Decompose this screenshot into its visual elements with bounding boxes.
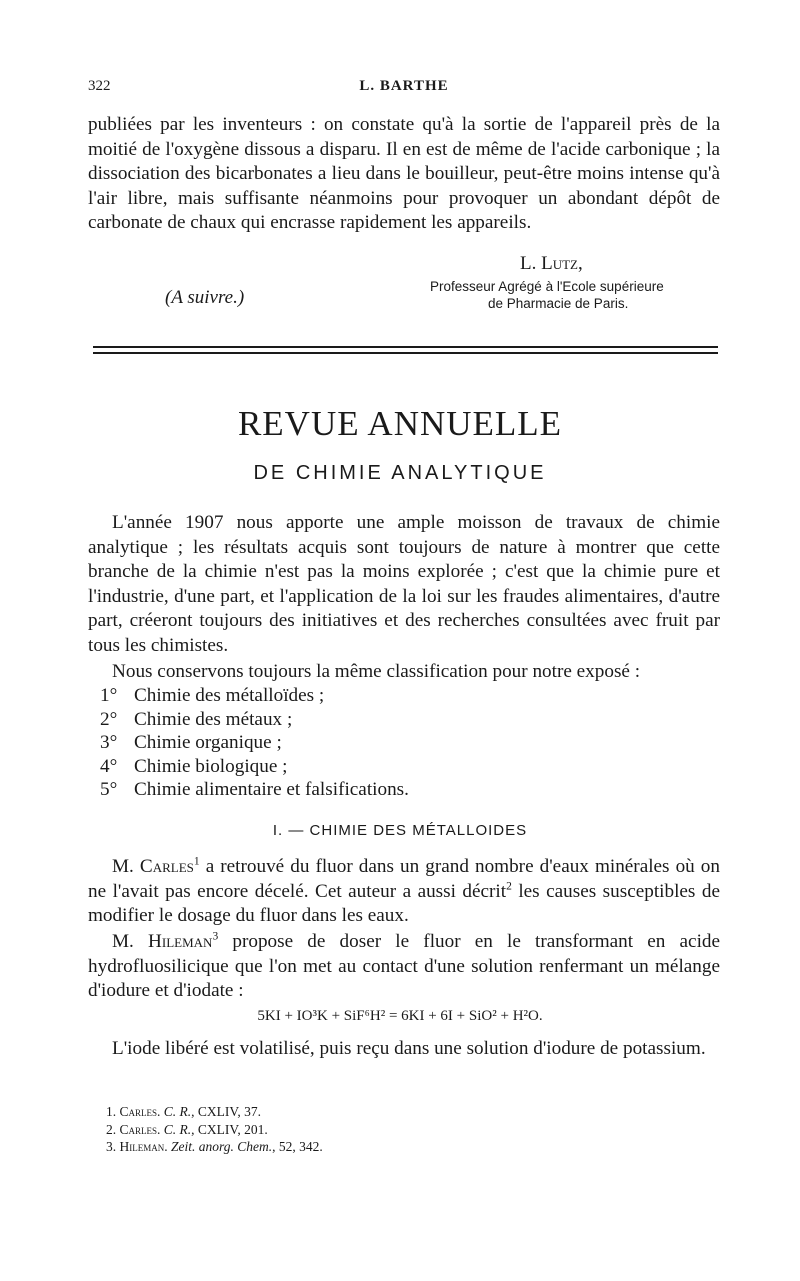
iodine-paragraph: L'iode libéré est volatilisé, puis reçu dans une solution d'iodure de potassium. xyxy=(112,1038,706,1059)
page-header xyxy=(88,78,720,100)
list-item: 2° Chimie des métaux ; xyxy=(100,708,293,730)
article-title: REVUE ANNUELLE xyxy=(237,404,563,443)
classification-list xyxy=(100,684,409,802)
article-subtitle: DE CHIMIE ANALYTIQUE xyxy=(253,462,547,484)
footnotes xyxy=(106,1103,323,1156)
footnote-ref: 1 xyxy=(193,855,200,868)
classification-paragraph: Nous conservons toujours la même classification pour notre exposé : xyxy=(112,661,641,682)
author-initial: L. xyxy=(520,253,542,274)
section-divider-bottom xyxy=(93,352,718,354)
to-be-continued: (A suivre.) xyxy=(165,287,245,308)
hileman-paragraph: M. Hileman$^3$ propose de doser le fluor en le transformant en acide hydrofluosilicique que l'on met au contact d'une solution renfermant un mélange d'iodure et d'iodate : xyxy=(88,930,721,1002)
affiliation-line-1: Professeur Agrégé à l'Ecole supérieure xyxy=(430,279,664,294)
author-name: Carles xyxy=(139,856,194,877)
author-signature xyxy=(520,253,583,275)
running-head: L. BARTHE xyxy=(359,78,449,94)
footnote: 2. Carles. C. R., CXLIV, 201. xyxy=(106,1121,268,1137)
section-heading: I. — CHIMIE DES MÉTALLOIDES xyxy=(272,822,528,839)
list-item: 4° Chimie biologique ; xyxy=(100,755,288,777)
author-affiliation xyxy=(430,278,725,312)
affiliation-line-2: de Pharmacie de Paris. xyxy=(488,296,629,311)
list-item: 5° Chimie alimentaire et falsifications. xyxy=(100,779,409,800)
footnote: 1. Carles. C. R., CXLIV, 37. xyxy=(106,1104,262,1119)
author-name: Hileman xyxy=(148,931,213,952)
footnote-ref: 3 xyxy=(212,930,219,943)
page-number: 322 xyxy=(88,78,111,94)
section-divider-top xyxy=(93,346,718,348)
list-item: 1° Chimie des métalloïdes ; xyxy=(100,685,325,706)
author-surname: Lutz, xyxy=(541,253,583,274)
continuation-paragraph: publiées par les inventeurs : on constate qu'à la sortie de l'appareil près de la moitié de l'oxygène dissous a disparu. Il en est de même de l'acide carbonique ; la dissociation des bicarbonates a lieu dans le bouilleur, peut-être moins intense qu'à l'air libre, mais suffisante néanmoins pour provoquer un abondant dépôt de carbonate de chaux qui encrasse rapidement les appareils. xyxy=(88,114,720,234)
intro-paragraph: L'année 1907 nous apporte une ample moisson de travaux de chimie analytique ; les résultats acquis sont toujours de nature à montrer que cette branche de la chimie n'est pas la moins explorée ; c'est que la chimie pure et l'industrie, d'une part, et l'application de la loi sur les fraudes alimentaires, d'autre part, créeront toujours des initiatives et des recherches consultées avec fruit par tous les chimistes. xyxy=(88,512,720,656)
carles-paragraph: M. Carles$^1$ a retrouvé du fluor dans un grand nombre d'eaux minérales où on ne l'avait pas encore décelé. Cet auteur a aussi décrit$^2$ les causes susceptibles de modifier le dosage du fluor dans les eaux. xyxy=(88,855,720,927)
footnote: 3. Hileman. Zeit. anorg. Chem., 52, 342. xyxy=(106,1139,323,1154)
list-item: 3° Chimie organique ; xyxy=(100,732,282,753)
footnote-ref: 2 xyxy=(506,880,512,893)
chemical-equation: 5KI + IO³K + SiF⁶H² = 6KI + 6I + SiO² + H²O. xyxy=(257,1008,543,1024)
